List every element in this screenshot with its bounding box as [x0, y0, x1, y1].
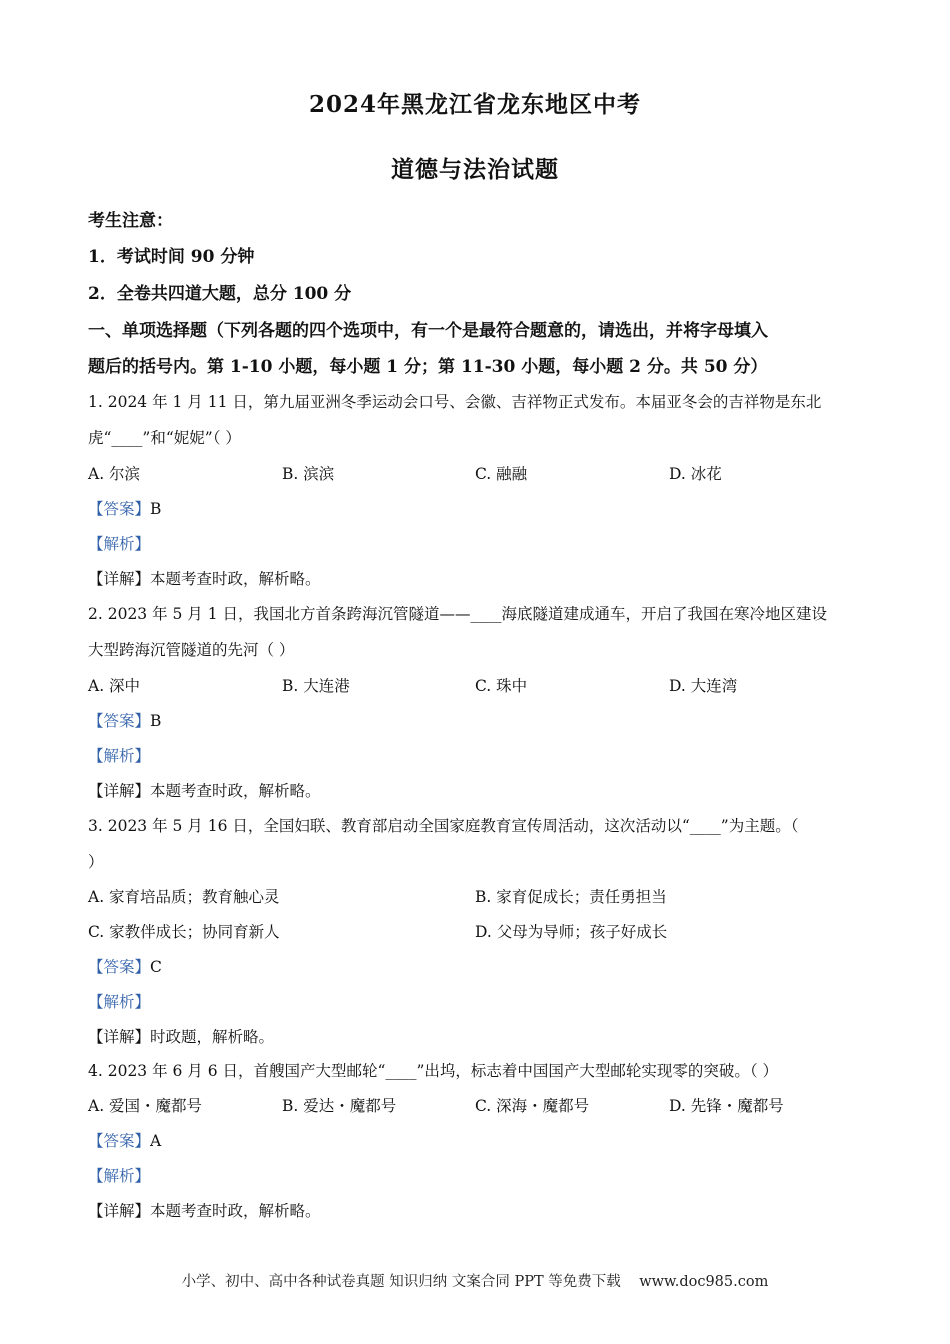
detail-text: 本题考查时政，解析略。 [150, 782, 321, 800]
footer-text: 小学、初中、高中各种试卷真题 知识归纳 文案合同 PPT 等免费下载 [181, 1274, 621, 1290]
answer-label: 【答案】 [88, 958, 151, 976]
question-3-detail [88, 1025, 274, 1047]
question-4-option-d: D. 先锋・魔都号 [669, 1097, 784, 1115]
question-3-stem-line-2: ） [88, 853, 104, 871]
page-title: 2024年黑龙江省龙东地区中考 [308, 91, 641, 118]
footer-link[interactable]: www.doc985.com [639, 1274, 769, 1290]
answer-label: 【答案】 [88, 500, 151, 518]
question-3-option-a: A. 家育培品质；教育触心灵 [88, 888, 280, 906]
question-4-option-a: A. 爱国・魔都号 [88, 1097, 203, 1115]
answer-label: 【答案】 [88, 712, 151, 730]
question-2-stem-line-2: 大型跨海沉管隧道的先河（ ） [88, 641, 295, 659]
notice-item-2: 2．全卷共四道大题，总分 100 分 [88, 284, 352, 304]
question-3-analysis-label: 【解析】 [88, 993, 151, 1011]
question-2-answer [88, 709, 161, 731]
question-2-option-a: A. 深中 [88, 677, 141, 695]
question-2-analysis-label: 【解析】 [88, 747, 151, 765]
question-4-answer [88, 1129, 161, 1151]
answer-value: B [150, 712, 162, 730]
detail-text: 时政题，解析略。 [150, 1028, 275, 1046]
question-3-option-c: C. 家教伴成长；协同育新人 [88, 923, 280, 941]
question-2-stem-line-1: 2. 2023 年 5 月 1 日，我国北方首条跨海沉管隧道——____海底隧道建成通车，开启了我国在寒冷地区建设 [88, 605, 828, 623]
question-4-analysis-label: 【解析】 [88, 1167, 151, 1185]
question-1-detail [88, 567, 321, 589]
question-3-option-d: D. 父母为导师；孩子好成长 [475, 923, 668, 941]
question-1-stem-line-1: 1. 2024 年 1 月 11 日，第九届亚洲冬季运动会口号、会徽、吉祥物正式发布。本届亚冬会的吉祥物是东北 [88, 393, 822, 411]
question-4-detail [88, 1199, 321, 1221]
question-2-option-c: C. 珠中 [475, 677, 528, 695]
question-1-option-b: B. 滨滨 [282, 465, 335, 483]
question-4-stem-line-1: 4. 2023 年 6 月 6 日，首艘国产大型邮轮“____”出坞，标志着中国国产大型邮轮实现零的突破。（ ） [88, 1062, 779, 1080]
question-1-stem-line-2: 虎“____”和“妮妮”（ ） [88, 429, 241, 447]
question-1-analysis-label: 【解析】 [88, 535, 151, 553]
question-2-option-b: B. 大连港 [282, 677, 350, 695]
answer-value: B [150, 500, 162, 518]
section-heading-line-2: 题后的括号内。第 1-10 小题，每小题 1 分；第 11-30 小题，每小题 2 分。共 50 分） [88, 357, 768, 377]
question-4-option-b: B. 爱达・魔都号 [282, 1097, 397, 1115]
section-heading-line-1: 一、单项选择题（下列各题的四个选项中，有一个是最符合题意的，请选出，并将字母填入 [88, 321, 768, 341]
question-3-answer [88, 955, 162, 977]
question-4-option-c: C. 深海・魔都号 [475, 1097, 590, 1115]
question-2-detail [88, 779, 321, 801]
detail-text: 本题考查时政，解析略。 [150, 570, 321, 588]
page-footer [0, 1270, 950, 1291]
question-3-option-b: B. 家育促成长；责任勇担当 [475, 888, 667, 906]
question-2-option-d: D. 大连湾 [669, 677, 738, 695]
notice-item-1: 1．考试时间 90 分钟 [88, 247, 255, 267]
question-1-answer [88, 497, 161, 519]
detail-label: 【详解】 [88, 570, 151, 588]
notice-heading: 考生注意： [88, 211, 173, 231]
detail-label: 【详解】 [88, 1202, 151, 1220]
question-1-option-d: D. 冰花 [669, 465, 722, 483]
detail-label: 【详解】 [88, 1028, 151, 1046]
page-subtitle: 道德与法治试题 [391, 156, 559, 183]
detail-text: 本题考查时政，解析略。 [150, 1202, 321, 1220]
question-3-stem-line-1: 3. 2023 年 5 月 16 日，全国妇联、教育部启动全国家庭教育宣传周活动，这次活动以“____”为主题。（ [88, 817, 799, 835]
answer-value: A [150, 1132, 162, 1150]
question-1-option-a: A. 尔滨 [88, 465, 141, 483]
answer-value: C [150, 958, 162, 976]
answer-label: 【答案】 [88, 1132, 151, 1150]
detail-label: 【详解】 [88, 782, 151, 800]
question-1-option-c: C. 融融 [475, 465, 528, 483]
